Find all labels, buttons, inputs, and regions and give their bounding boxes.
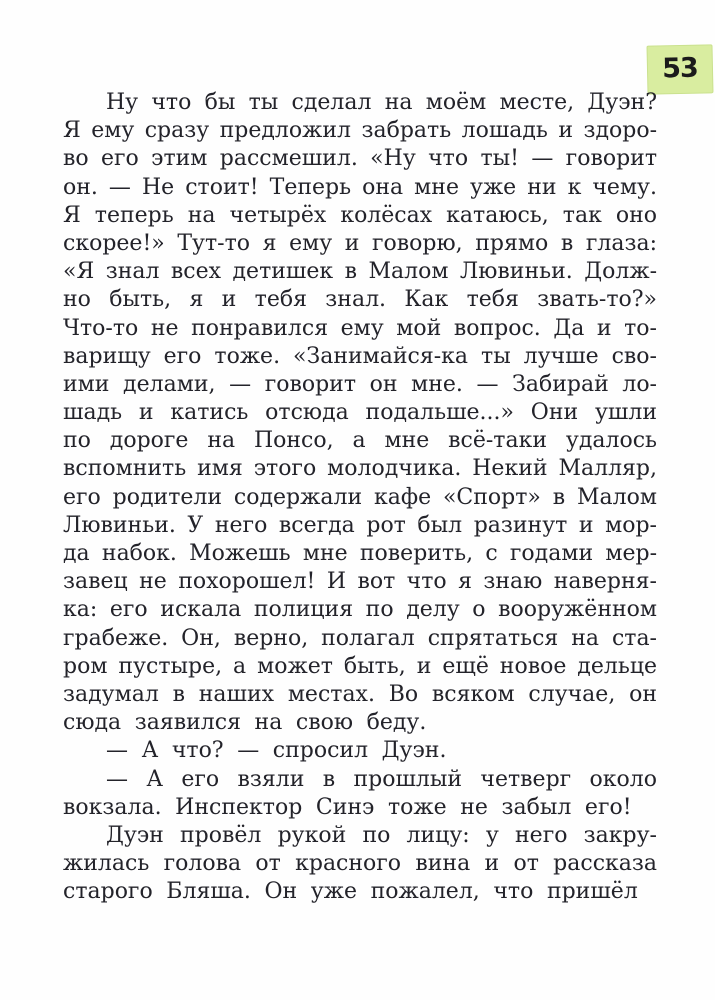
text-line: вокзала. Инспектор Синэ тоже не забыл его! [63,794,632,820]
text-line: по дороге на Понсо, а мне всё-таки удалось [63,428,657,454]
page-number-sticker [646,44,713,94]
text-line: сюда заявился на свою беду. [63,710,427,736]
text-line: его родители содержали кафе «Спорт» в Малом [63,484,657,510]
text-line: варищу его тоже. «Занимайся-ка ты лучше сво- [63,343,657,369]
text-line: шадь и катись отсюда подальше...» Они ушли [63,400,657,426]
text-line: «Я знал всех детишек в Малом Лювиньи. Долж- [63,259,657,285]
text-line: жилась голова от красного вина и от рассказа [63,851,657,877]
text-line: скорее!» Тут-то я ему и говорю, прямо в глаза: [63,230,657,256]
text-line: Я теперь на четырёх колёсах катаюсь, так оно [63,202,657,228]
text-line: ка: его искала полиция по делу о вооружённом [63,597,657,623]
text-line: Лювиньи. У него всегда рот был разинут и мор- [63,512,657,538]
text-line: завец не похорошел! И вот что я знаю наверня- [63,569,657,595]
text-line: да набок. Можешь мне поверить, с годами мер- [63,541,657,566]
text-line: он. — Не стоит! Теперь она мне уже ни к чему. [63,174,657,200]
text-line: Что-то не понравился ему мой вопрос. Да и то- [63,315,657,341]
text-line: ром пустыре, а может быть, и ещё новое дельце [63,653,657,679]
text-line: грабеже. Он, верно, полагал спрятаться на ста- [63,625,657,651]
text-line: задумал в наших местах. Во всяком случае, он [63,681,657,707]
page-number: 53 [661,52,699,85]
text-line: — А его взяли в прошлый четверг около [106,766,657,792]
text-line: старого Бляша. Он уже пожалел, что пришёл [63,879,638,905]
text-line: Я ему сразу предложил забрать лошадь и здоро- [63,118,657,144]
text-line: во его этим рассмешил. «Ну что ты! — говорит [63,146,657,172]
text-line: но быть, я и тебя знал. Как тебя звать-то?» [63,287,657,313]
text-line: Ну что бы ты сделал на моём месте, Дуэн? [106,90,657,115]
text-line: — А что? — спросил Дуэн. [106,738,447,764]
body-text [63,89,657,906]
text-line: Дуэн провёл рукой по лицу: у него закру- [106,822,657,848]
text-line: ими делами, — говорит он мне. — Забирай ло- [63,371,657,397]
text-line: вспомнить имя этого молодчика. Некий Малляр, [63,456,657,482]
